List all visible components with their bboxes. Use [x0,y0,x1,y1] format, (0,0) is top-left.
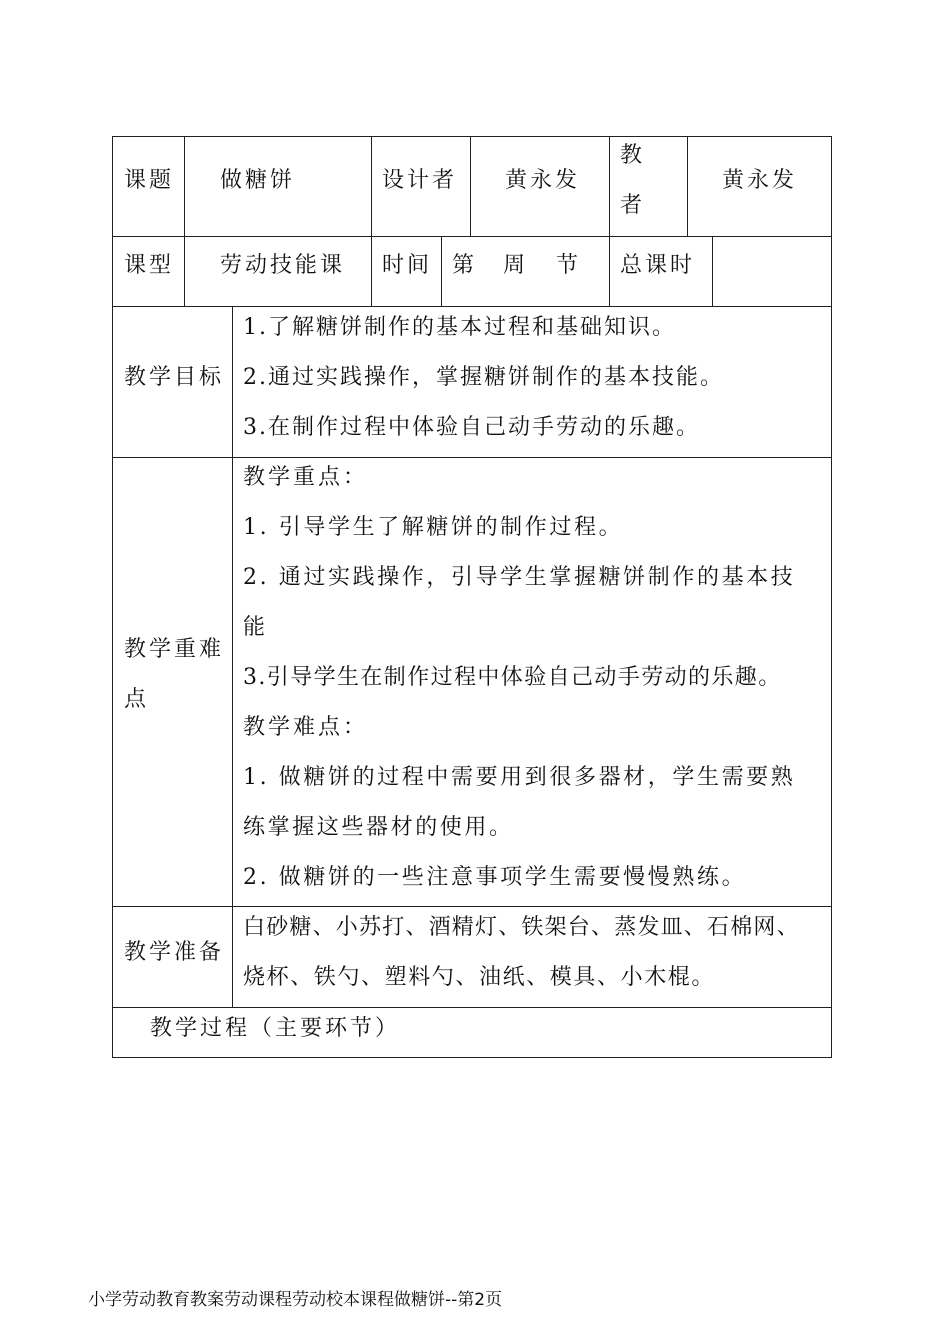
page-footer: 小学劳动教育教案劳动课程劳动校本课程做糖饼--第2页 [88,1290,503,1310]
label-key-points-line1: 教学重难 [124,637,225,662]
table-col-divider [441,236,442,306]
table-row-divider [112,306,832,307]
table-border-bottom [112,1057,832,1058]
key-item: 1. 引导学生了解糖饼的制作过程。 [243,515,624,540]
preparation-line: 烧杯、铁勺、塑料勺、油纸、模具、小木棍。 [243,965,716,990]
teacher-value: 黄永发 [722,168,798,193]
table-row-divider [112,457,832,458]
goal-item: 1.了解糖饼制作的基本过程和基础知识。 [243,315,676,340]
table-col-divider [371,236,372,306]
label-designer: 设计者 [382,168,458,193]
goal-item: 3.在制作过程中体验自己动手劳动的乐趣。 [243,415,700,440]
table-row-divider [112,236,832,237]
topic-value: 做糖饼 [220,168,296,193]
difficult-item: 练掌握这些器材的使用。 [243,815,514,840]
table-col-divider [470,136,471,236]
table-border-left [112,136,113,1058]
preparation-line: 白砂糖、小苏打、酒精灯、铁架台、蒸发皿、石棉网、 [243,915,800,940]
label-goals: 教学目标 [124,365,225,390]
label-teacher-line1: 教 [620,143,646,168]
label-topic: 课题 [124,168,175,193]
label-total-hours: 总课时 [620,253,696,278]
label-teacher-line2: 者 [620,193,646,218]
table-col-divider [609,236,610,306]
label-preparation: 教学准备 [124,940,225,965]
goal-item: 2.通过实践操作，掌握糖饼制作的基本技能。 [243,365,724,390]
difficult-item: 1. 做糖饼的过程中需要用到很多器材，学生需要熟 [243,765,796,790]
label-process: 教学过程（主要环节） [150,1016,401,1041]
time-zhou-label: 周 [503,253,529,278]
key-item: 2. 通过实践操作，引导学生掌握糖饼制作的基本技 [243,565,796,590]
designer-value: 黄永发 [505,168,581,193]
label-time: 时间 [382,253,433,278]
table-row-divider [112,1007,832,1008]
table-col-divider [712,236,713,306]
key-heading: 教学重点： [243,465,369,490]
label-type: 课型 [124,253,175,278]
time-week-label: 第 [452,253,478,278]
table-col-divider [609,136,610,236]
table-col-divider [184,136,185,236]
time-jie-label: 节 [556,253,582,278]
key-item: 3.引导学生在制作过程中体验自己动手劳动的乐趣。 [243,665,782,690]
label-key-points-line2: 点 [124,687,150,712]
table-row-divider [112,906,832,907]
type-value: 劳动技能课 [220,253,346,278]
key-item: 能 [243,615,269,640]
table-col-divider [184,236,185,306]
difficult-item: 2. 做糖饼的一些注意事项学生需要慢慢熟练。 [243,865,747,890]
table-border-right [831,136,832,1058]
difficult-heading: 教学难点： [243,715,369,740]
table-col-divider [371,136,372,236]
table-border-top [112,136,832,137]
table-col-divider [687,136,688,236]
table-col-divider [232,306,233,1007]
